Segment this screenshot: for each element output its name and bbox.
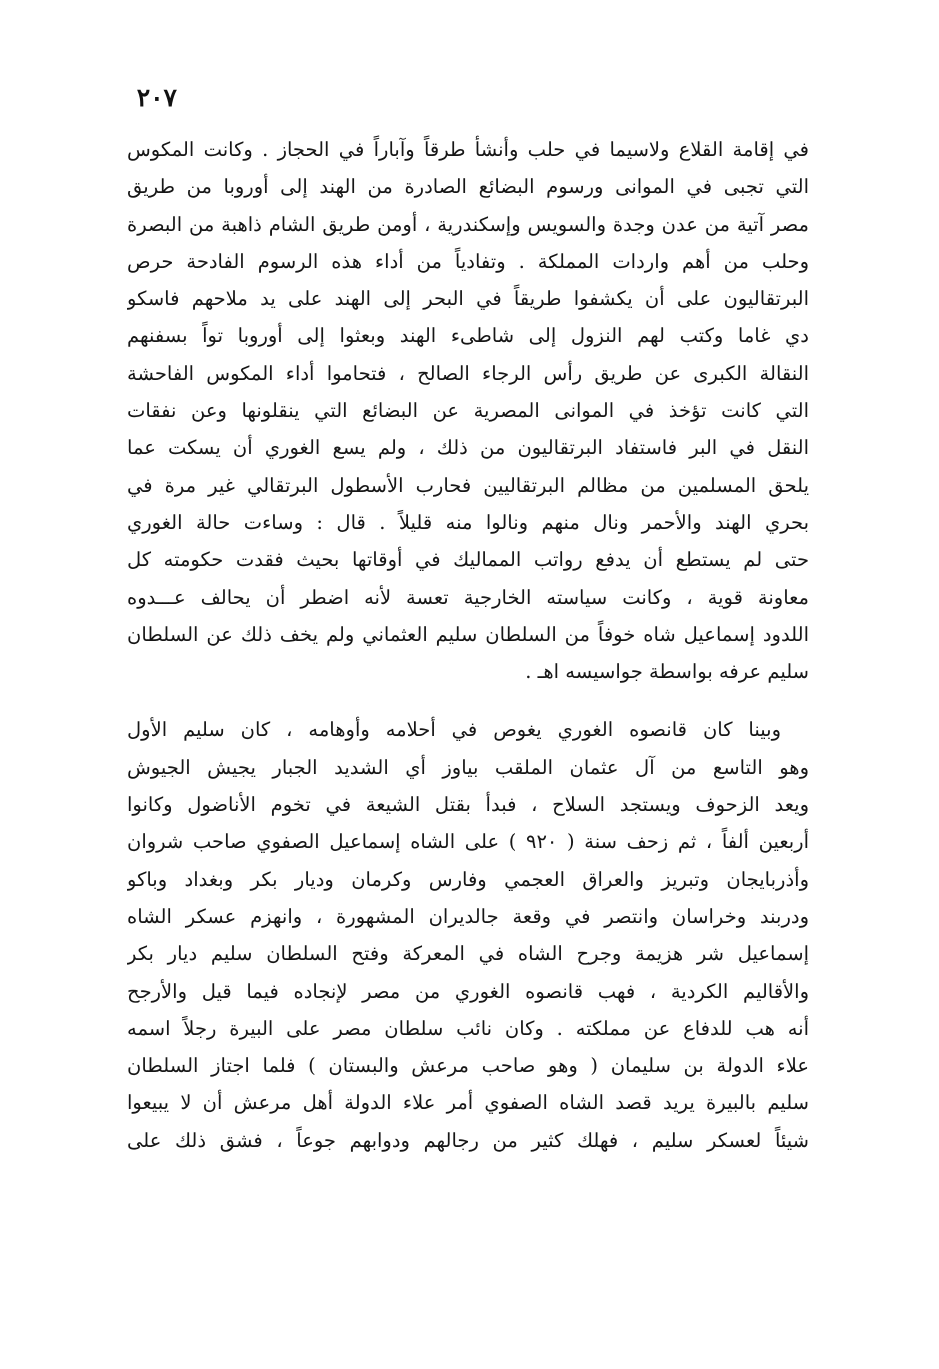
text-line: سليم بالبيرة يريد قصد الشاه الصفوي أمر علاء الدولة أهل مرعش أن لا يبيعوا xyxy=(127,1091,809,1115)
text-line: التي كانت تؤخذ في الموانى المصرية عن البضائع التي ينقلونها وعن نفقات xyxy=(127,399,809,423)
text-line: النقل في البر فاستفاد البرتقاليون من ذلك ، ولم يسع الغوري أن يسكت عما xyxy=(127,436,809,460)
text-line: دي غاما وكتب لهم النزول إلى شاطىء الهند وبعثوا إلى أوروبا تواً بسفنهم xyxy=(127,324,809,348)
text-line: أربعين ألفاً ، ثم زحف سنة ( ٩٢٠ ) على الشاه إسماعيل الصفوي صاحب شروان xyxy=(127,830,809,854)
text-line: علاء الدولة بن سليمان ( وهو صاحب مرعش والبستان ) فلما اجتاز السلطان xyxy=(127,1054,809,1078)
text-line: ويعد الزحوف ويستجد السلاح ، فبدأ بقتل الشيعة في تخوم الأناضول وكانوا xyxy=(127,793,809,817)
text-line: وأذربايجان وتبريز والعراق العجمي وفارس وكرمان وديار بكر وبغداد وباكو xyxy=(127,867,809,891)
text-line: سليم عرفه بواسطة جواسيسه اهـ . xyxy=(525,660,809,684)
body-text xyxy=(127,131,809,1159)
text-line: وحلب من أهم واردات المملكة . وتفادياً من أداء هذه الرسوم الفادحة حرص xyxy=(127,249,809,273)
text-line: في إقامة القلاع ولاسيما في حلب وأنشأ طرقاً وآباراً في الحجاز . وكانت المكوس xyxy=(127,138,809,161)
paragraph-spacer xyxy=(127,690,809,711)
text-line: التي تجبى في الموانى ورسوم البضائع الصادرة من الهند إلى أوروبا من طريق xyxy=(127,175,809,199)
text-line: أنه هب للدفاع عن مملكته . وكان نائب سلطان مصر على البيرة رجلاً اسمه xyxy=(127,1016,809,1040)
text-line: اللدود إسماعيل شاه خوفاً من السلطان سليم العثماني ولم يخف ذلك عن السلطان xyxy=(127,622,809,646)
paragraph-1 xyxy=(127,131,809,690)
text-line: ودربند وخراسان وانتصر في وقعة جالديران المشهورة ، وانهزم عسكر الشاه xyxy=(127,904,809,928)
text-line: إسماعيل شر هزيمة وجرح الشاه في المعركة وفتح السلطان سليم ديار بكر xyxy=(127,942,809,966)
text-line: بحري الهند والأحمر ونال منهم ونالوا منه قليلاً . قال : وساءت حالة الغوري xyxy=(127,510,809,534)
text-line: مصر آتية من عدن وجدة والسويس وإسكندرية ، أومن طريق الشام ذاهبة من البصرة xyxy=(127,212,809,236)
text-line: شيئاً لعسكر سليم ، فهلك كثير من رجالهم ودوابهم جوعاً ، فشق ذلك على xyxy=(127,1128,809,1152)
text-line: وبينا كان قانصوه الغوري يغوص في أحلامه وأوهامه ، كان سليم الأول xyxy=(127,718,781,742)
text-line: النقالة الكبرى عن طريق رأس الرجاء الصالح ، فتحاموا أداء المكوس الفاحشة xyxy=(127,361,809,385)
text-line: وهو التاسع من آل عثمان الملقب بياوز أي الشديد الجبار يجيش الجيوش xyxy=(127,755,809,779)
page-number: ٢٠٧ xyxy=(136,83,177,112)
text-line: يلحق المسلمين من مظالم البرتقاليين فحارب الأسطول البرتقالي غير مرة في xyxy=(127,473,809,497)
text-line: معاونة قوية ، وكانت سياسته الخارجية تعسة لأنه اضطر أن يحالف عـــدوه xyxy=(127,585,809,609)
text-line: والأقاليم الكردية ، فهب قانصوه الغوري من مصر لإنجاده فيما قيل والأرجح xyxy=(127,979,809,1003)
paragraph-2 xyxy=(127,711,809,1159)
text-line: البرتقاليون على أن يكشفوا طريقاً في البحر إلى الهند على يد ملاحهم فاسكو xyxy=(127,287,809,311)
text-line: حتى لم يستطع أن يدفع رواتب المماليك في أوقاتها بحيث فقدت حكومته كل xyxy=(127,548,809,572)
